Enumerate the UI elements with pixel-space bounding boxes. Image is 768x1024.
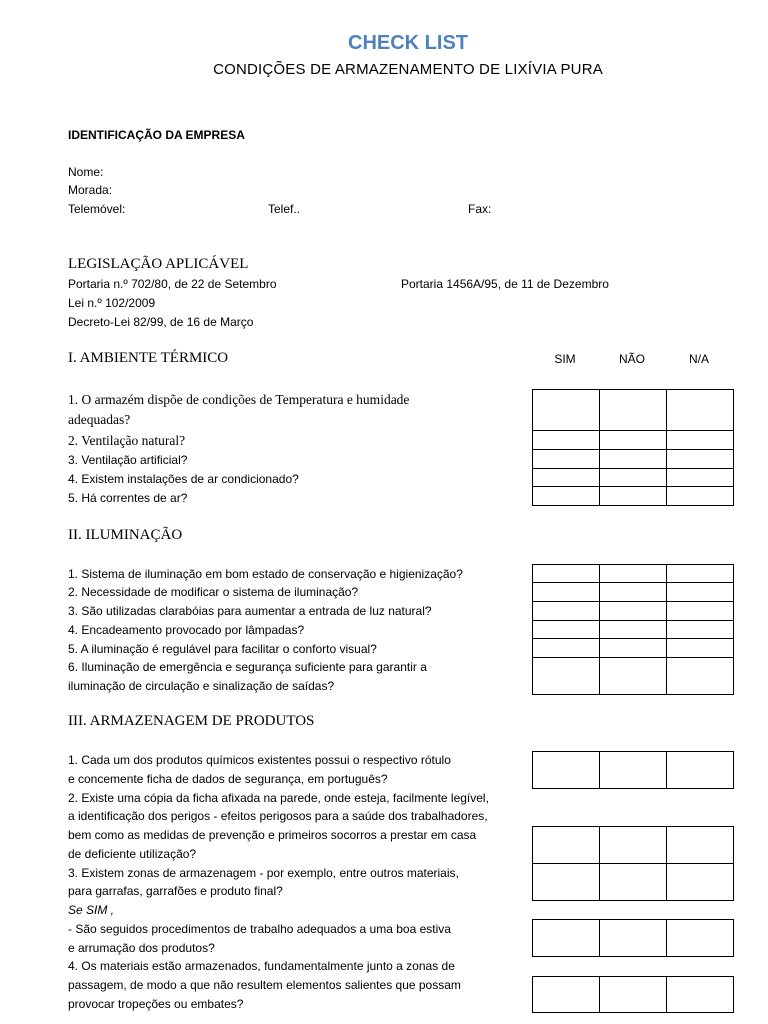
answer-cell-sim[interactable]: [533, 827, 600, 864]
answer-row: [533, 469, 734, 487]
answer-cell-sim[interactable]: [533, 752, 600, 789]
answer-cell-nao[interactable]: [600, 920, 667, 957]
question-text: passagem, de modo a que não resultem elementos salientes que possam: [68, 978, 461, 992]
question-text: bem como as medidas de prevenção e primeiros socorros a prestar em casa: [68, 828, 477, 842]
answer-cell-na[interactable]: [667, 583, 734, 602]
answer-row: [533, 621, 734, 639]
answer-row: [533, 487, 734, 506]
question-text: 5. A iluminação é regulável para facilitar o conforto visual?: [68, 642, 377, 656]
question-text: 3. Existem zonas de armazenagem - por exemplo, entre outros materiais,: [68, 866, 459, 880]
fax-label: Fax:: [468, 202, 492, 216]
answer-cell-sim[interactable]: [533, 431, 600, 450]
question-text: de deficiente utilização?: [68, 847, 197, 861]
answer-row: [533, 431, 734, 450]
answer-cell-na[interactable]: [667, 390, 734, 431]
answer-cell-nao[interactable]: [600, 621, 667, 639]
question-text: 4. Encadeamento provocado por lâmpadas?: [68, 623, 305, 637]
answer-cell-nao[interactable]: [600, 977, 667, 1013]
answer-cell-nao[interactable]: [600, 864, 667, 901]
answer-cell-nao[interactable]: [600, 487, 667, 506]
section3-heading: III. ARMAZENAGEM DE PRODUTOS: [68, 713, 315, 729]
answer-row: [533, 583, 734, 602]
answer-cell-na[interactable]: [667, 752, 734, 789]
legislation-item: Lei n.º 102/2009: [68, 296, 156, 310]
answer-cell-sim[interactable]: [533, 639, 600, 658]
answer-cell-nao[interactable]: [600, 390, 667, 431]
answer-cell-na[interactable]: [667, 639, 734, 658]
question-text: e arrumação dos produtos?: [68, 941, 215, 955]
answer-row: [533, 827, 734, 864]
document-title: CHECK LIST: [348, 32, 468, 54]
answer-cell-na[interactable]: [667, 864, 734, 901]
question-text: 2. Ventilação natural?: [68, 433, 186, 448]
answer-grid-q1: [532, 751, 734, 789]
question-text: 6. Iluminação de emergência e segurança suficiente para garantir a: [68, 660, 427, 674]
company-heading: IDENTIFICAÇÃO DA EMPRESA: [68, 128, 245, 142]
legislation-item: Decreto-Lei 82/99, de 16 de Março: [68, 315, 254, 329]
telef-label: Telef..: [268, 202, 301, 216]
answer-row: [533, 565, 734, 583]
conditional-label: Se SIM ,: [68, 903, 115, 917]
answer-cell-nao[interactable]: [600, 658, 667, 695]
column-header-na: N/A: [688, 352, 709, 366]
answer-cell-sim[interactable]: [533, 469, 600, 487]
answer-cell-sim[interactable]: [533, 977, 600, 1013]
legislation-item: Portaria 1456A/95, de 11 de Dezembro: [401, 277, 609, 291]
answer-row: [533, 639, 734, 658]
document-subtitle: CONDIÇÕES DE ARMAZENAMENTO DE LIXÍVIA PURA: [213, 61, 603, 78]
legislation-heading: LEGISLAÇÃO APLICÁVEL: [68, 256, 249, 272]
question-text: a identificação dos perigos - efeitos perigosos para a saúde dos trabalhadores,: [68, 809, 488, 823]
question-text: 1. Sistema de iluminação em bom estado de conservação e higienização?: [68, 567, 463, 581]
answer-cell-sim[interactable]: [533, 658, 600, 695]
question-text: 3. Ventilação artificial?: [68, 453, 188, 467]
answer-cell-sim[interactable]: [533, 602, 600, 621]
question-text: 5. Há correntes de ar?: [68, 491, 188, 505]
answer-cell-nao[interactable]: [600, 565, 667, 583]
answer-grid-conditional: [532, 919, 734, 957]
answer-cell-sim[interactable]: [533, 583, 600, 602]
column-header-nao: NÃO: [618, 352, 645, 366]
answer-cell-na[interactable]: [667, 977, 734, 1013]
answer-cell-na[interactable]: [667, 621, 734, 639]
answer-cell-na[interactable]: [667, 565, 734, 583]
answer-cell-nao[interactable]: [600, 583, 667, 602]
answer-cell-na[interactable]: [667, 920, 734, 957]
question-text: e concemente ficha de dados de segurança, em português?: [68, 772, 388, 786]
answer-grid-section2: [532, 564, 734, 695]
answer-grid-section1: [532, 389, 734, 506]
answer-row: [533, 752, 734, 789]
answer-cell-nao[interactable]: [600, 431, 667, 450]
answer-cell-nao[interactable]: [600, 450, 667, 469]
answer-row: [533, 602, 734, 621]
question-text: adequadas?: [68, 412, 131, 427]
answer-cell-nao[interactable]: [600, 469, 667, 487]
answer-cell-nao[interactable]: [600, 752, 667, 789]
answer-cell-na[interactable]: [667, 450, 734, 469]
answer-cell-na[interactable]: [667, 469, 734, 487]
answer-grid-q4: [532, 976, 734, 1013]
question-text: iluminação de circulação e sinalização de saídas?: [68, 679, 335, 693]
answer-row: [533, 920, 734, 957]
legislation-item: Portaria n.º 702/80, de 22 de Setembro: [68, 277, 277, 291]
question-text: 4. Os materiais estão armazenados, fundamentalmente junto a zonas de: [68, 959, 455, 973]
answer-cell-sim[interactable]: [533, 450, 600, 469]
answer-cell-na[interactable]: [667, 487, 734, 506]
question-text: 3. São utilizadas clarabóias para aumentar a entrada de luz natural?: [68, 604, 432, 618]
answer-cell-sim[interactable]: [533, 487, 600, 506]
answer-cell-na[interactable]: [667, 431, 734, 450]
answer-row: [533, 658, 734, 695]
answer-cell-sim[interactable]: [533, 920, 600, 957]
answer-cell-sim[interactable]: [533, 390, 600, 431]
answer-cell-sim[interactable]: [533, 864, 600, 901]
question-text: - São seguidos procedimentos de trabalho adequados a uma boa estiva: [68, 922, 451, 936]
section1-heading: I. AMBIENTE TÉRMICO: [68, 350, 229, 366]
column-header-sim: SIM: [554, 352, 576, 366]
answer-cell-sim[interactable]: [533, 621, 600, 639]
answer-cell-na[interactable]: [667, 602, 734, 621]
answer-row: [533, 390, 734, 431]
question-text: 4. Existem instalações de ar condicionado?: [68, 472, 299, 486]
telemovel-label: Telemóvel:: [68, 202, 126, 216]
answer-row: [533, 450, 734, 469]
answer-cell-sim[interactable]: [533, 565, 600, 583]
answer-cell-nao[interactable]: [600, 602, 667, 621]
answer-cell-nao[interactable]: [600, 639, 667, 658]
answer-cell-na[interactable]: [667, 658, 734, 695]
question-text: para garrafas, garrafões e produto final?: [68, 884, 283, 898]
question-text: 1. O armazém dispõe de condições de Temperatura e humidade: [68, 392, 410, 407]
question-text: 2. Existe uma cópia da ficha afixada na parede, onde esteja, facilmente legível,: [68, 791, 489, 805]
answer-grid-q2-q3: [532, 826, 734, 901]
question-text: provocar tropeções ou embates?: [68, 997, 244, 1011]
nome-label: Nome:: [68, 165, 104, 179]
answer-row: [533, 977, 734, 1013]
section2-heading: II. ILUMINAÇÃO: [68, 527, 183, 543]
answer-cell-na[interactable]: [667, 827, 734, 864]
question-text: 1. Cada um dos produtos químicos existentes possui o respectivo rótulo: [68, 753, 451, 767]
morada-label: Morada:: [68, 183, 113, 197]
question-text: 2. Necessidade de modificar o sistema de iluminação?: [68, 585, 359, 599]
answer-row: [533, 864, 734, 901]
answer-cell-nao[interactable]: [600, 827, 667, 864]
